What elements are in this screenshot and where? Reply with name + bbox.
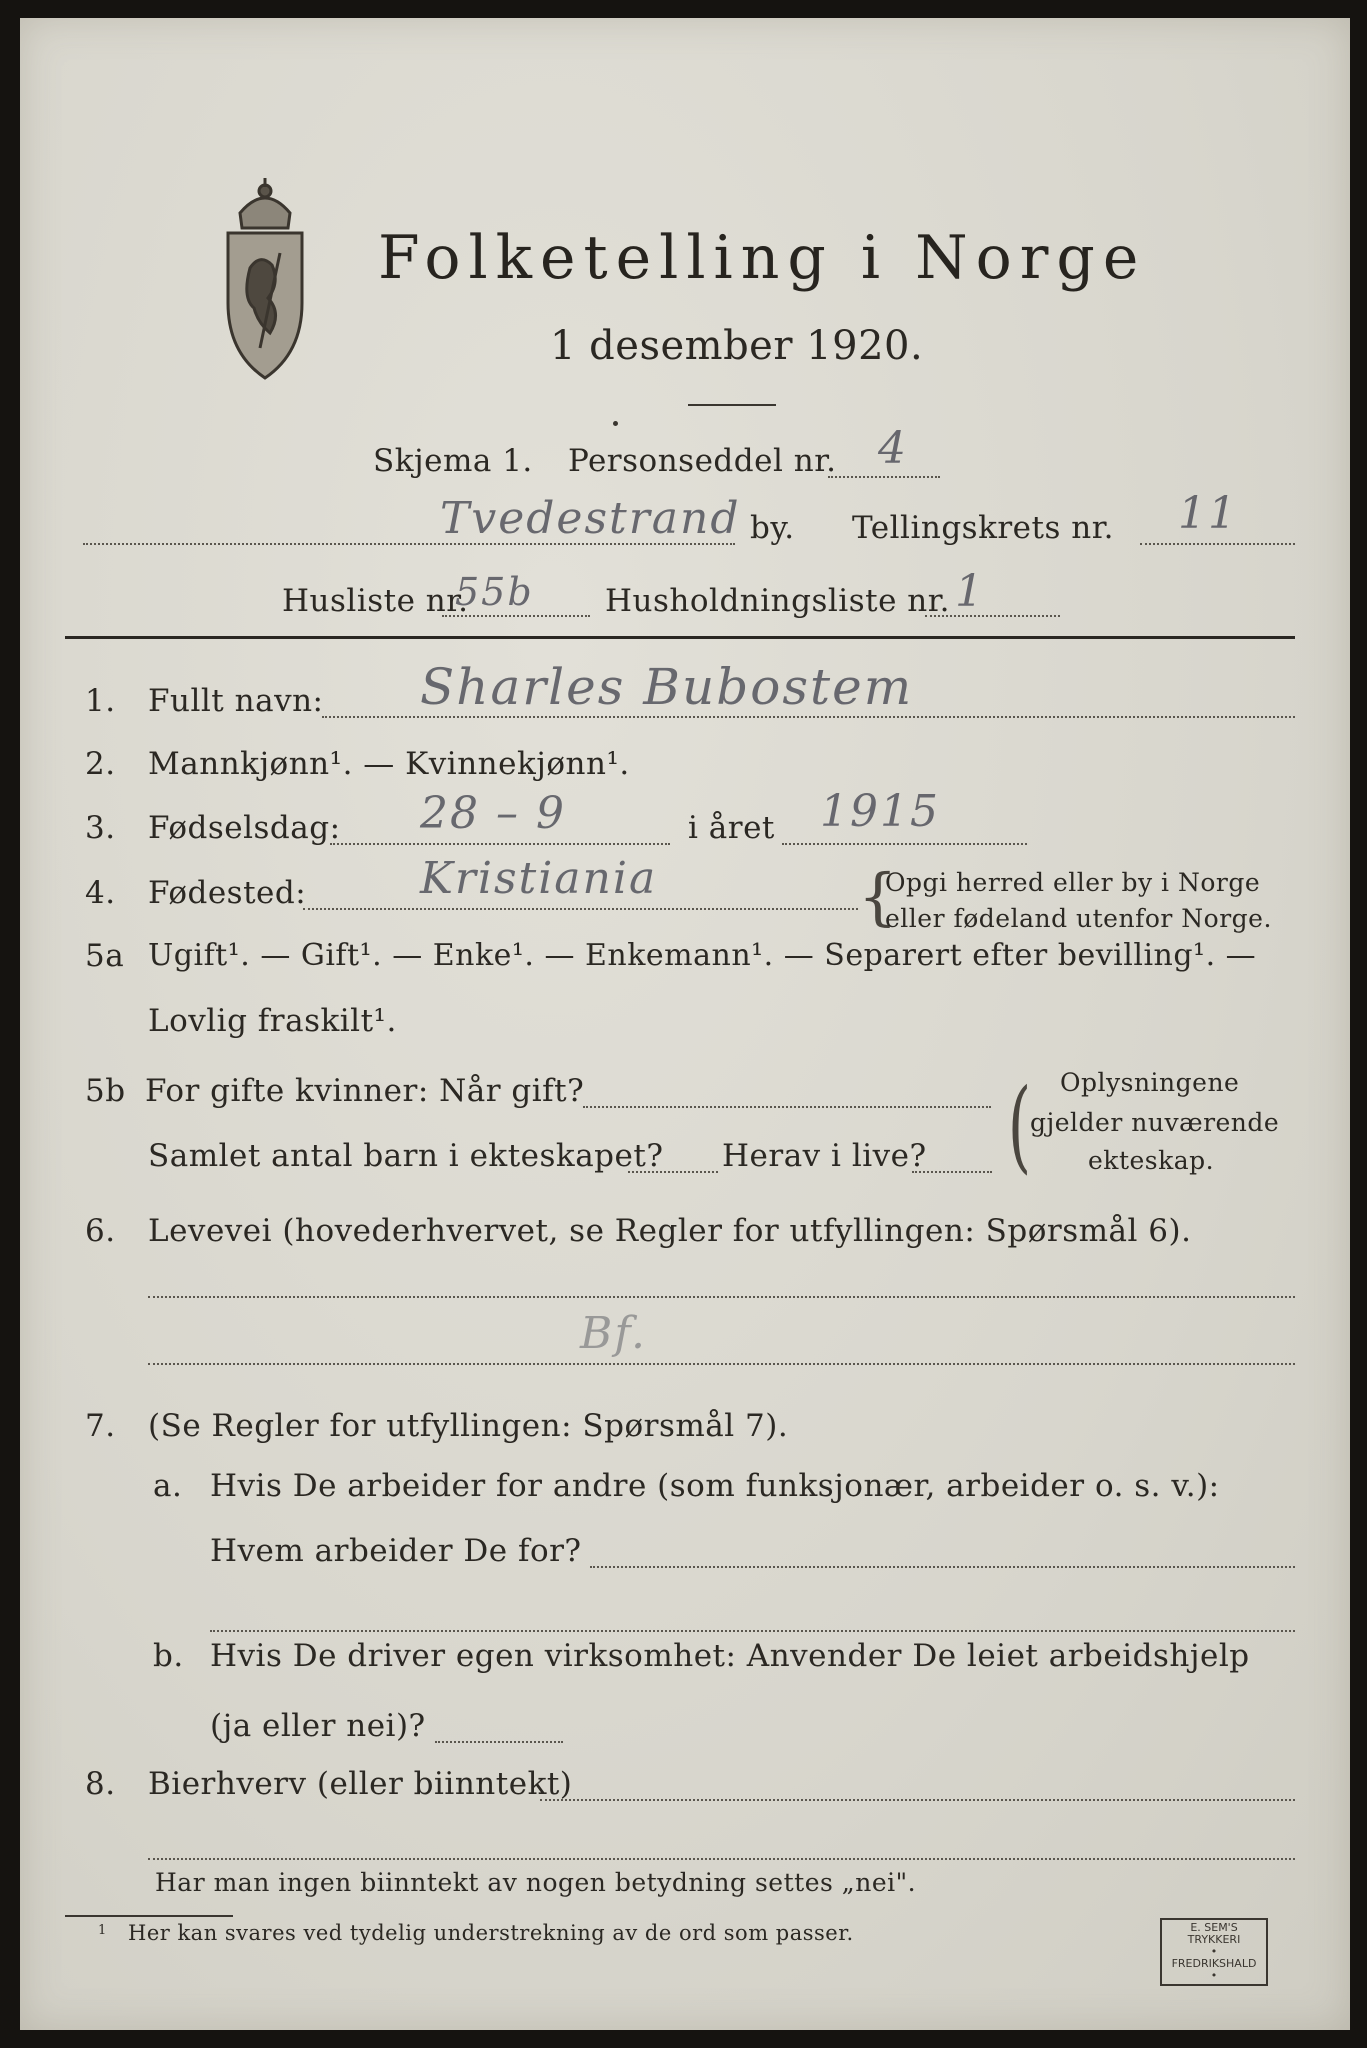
q1-number: 1. bbox=[85, 683, 116, 719]
q3-year-value[interactable]: 1915 bbox=[820, 786, 940, 837]
husholdning-value[interactable]: 1 bbox=[955, 566, 985, 617]
q4-value[interactable]: Kristiania bbox=[420, 853, 658, 904]
q5a-line2: Lovlig fraskilt¹. bbox=[148, 1003, 397, 1039]
city-value[interactable]: Tvedestrand bbox=[440, 493, 741, 544]
personseddel-value[interactable]: 4 bbox=[878, 423, 908, 474]
q5b-alive-label: Herav i live? bbox=[722, 1138, 927, 1174]
husholdning-line bbox=[925, 615, 1060, 617]
q3-line bbox=[330, 843, 670, 845]
q5b-alive-line bbox=[912, 1171, 992, 1173]
q7b-line2: (ja eller nei)? bbox=[210, 1708, 426, 1744]
q6-line1 bbox=[148, 1296, 1295, 1298]
nei-note: Har man ingen biinntekt av nogen betydning settes „nei". bbox=[155, 1868, 917, 1897]
printer-stamp-line2: • FREDRIKSHALD • bbox=[1171, 1945, 1257, 1982]
q5b-note1: Oplysningene bbox=[1060, 1068, 1240, 1097]
q7a-line2: Hvem arbeider De for? bbox=[210, 1533, 582, 1569]
q5b-note3: ekteskap. bbox=[1088, 1146, 1215, 1175]
q7b-line bbox=[435, 1741, 563, 1743]
personseddel-label: Personseddel nr. bbox=[568, 443, 837, 479]
q5b-children-label: Samlet antal barn i ekteskapet? bbox=[148, 1138, 664, 1174]
q8-number: 8. bbox=[85, 1766, 116, 1802]
husliste-label: Husliste nr. bbox=[282, 583, 469, 619]
q7b-line1: Hvis De driver egen virksomhet: Anvender De leiet arbeidshjelp bbox=[210, 1638, 1250, 1674]
q7b-letter: b. bbox=[153, 1638, 184, 1674]
q8-line2 bbox=[148, 1858, 1295, 1860]
q5b-brace: ( bbox=[1007, 1067, 1032, 1184]
q4-number: 4. bbox=[85, 875, 116, 911]
q8-line1 bbox=[540, 1799, 1295, 1801]
husholdning-label: Husholdningsliste nr. bbox=[605, 583, 951, 619]
husliste-line bbox=[442, 615, 590, 617]
coat-of-arms-icon bbox=[210, 173, 320, 388]
q5b-line1: For gifte kvinner: Når gift? bbox=[145, 1073, 585, 1109]
tellingskrets-label: Tellingskrets nr. bbox=[852, 510, 1114, 546]
q7a-line1: Hvis De arbeider for andre (som funksjonær, arbeider o. s. v.): bbox=[210, 1468, 1220, 1504]
footnote-text: Her kan svares ved tydelig understrekning av de ord som passer. bbox=[128, 1921, 854, 1945]
q7a-letter: a. bbox=[153, 1468, 183, 1504]
q4-note-line1: Opgi herred eller by i Norge bbox=[885, 868, 1261, 897]
q4-note-line2: eller fødeland utenfor Norge. bbox=[885, 904, 1272, 933]
husliste-value[interactable]: 55b bbox=[455, 570, 534, 614]
form-title: Folketelling i Norge bbox=[378, 223, 1147, 293]
q8-label: Bierhverv (eller biinntekt) bbox=[148, 1766, 573, 1802]
printer-stamp-line1: E. SEM'S TRYKKERI bbox=[1187, 1921, 1241, 1946]
q1-line bbox=[322, 716, 1295, 718]
footnote-mark: 1 bbox=[98, 1923, 107, 1938]
schema-label: Skjema 1. bbox=[373, 443, 533, 479]
q7a-line bbox=[590, 1566, 1295, 1568]
q6-line2 bbox=[148, 1363, 1295, 1365]
q6-label: Levevei (hovederhvervet, se Regler for utfyllingen: Spørsmål 6). bbox=[148, 1213, 1192, 1249]
q5b-children-line bbox=[628, 1171, 718, 1173]
title-divider bbox=[688, 404, 776, 406]
footnote-rule bbox=[65, 1915, 233, 1917]
q7-number: 7. bbox=[85, 1408, 116, 1444]
q5a-number: 5a bbox=[85, 938, 125, 974]
q3-value[interactable]: 28 – 9 bbox=[420, 788, 566, 839]
q2-label: Mannkjønn¹. — Kvinnekjønn¹. bbox=[148, 746, 630, 782]
q2-number: 2. bbox=[85, 746, 116, 782]
q7-label: (Se Regler for utfyllingen: Spørsmål 7). bbox=[148, 1408, 789, 1444]
q1-value[interactable]: Sharles Bubostem bbox=[420, 658, 914, 716]
tellingskrets-value[interactable]: 11 bbox=[1178, 488, 1238, 539]
q6-number: 6. bbox=[85, 1213, 116, 1249]
census-form-page bbox=[20, 18, 1350, 2030]
q5b-note2: gjelder nuværende bbox=[1030, 1108, 1280, 1137]
q5b-when-line bbox=[583, 1106, 991, 1108]
census-date: 1 desember 1920. bbox=[550, 323, 924, 369]
printer-stamp bbox=[1160, 1918, 1268, 1986]
header-rule bbox=[65, 636, 1295, 639]
q5b-number: 5b bbox=[85, 1073, 126, 1109]
q5a-line1: Ugift¹. — Gift¹. — Enke¹. — Enkemann¹. — Separert efter bevilling¹. — bbox=[148, 938, 1257, 973]
q6-value[interactable]: Bf. bbox=[580, 1308, 648, 1359]
q4-brace: { bbox=[858, 860, 898, 933]
q3-year-label: i året bbox=[688, 810, 775, 846]
q3-year-line bbox=[782, 843, 1027, 845]
tellingskrets-line bbox=[1140, 543, 1295, 545]
personseddel-line bbox=[828, 476, 940, 478]
by-label: by. bbox=[750, 510, 795, 546]
dot-mark bbox=[613, 421, 618, 426]
q7a-line2-blank bbox=[210, 1630, 1295, 1632]
q3-number: 3. bbox=[85, 810, 116, 846]
q3-label: Fødselsdag: bbox=[148, 810, 341, 846]
q4-line bbox=[303, 908, 858, 910]
q1-label: Fullt navn: bbox=[148, 683, 324, 719]
q4-label: Fødested: bbox=[148, 875, 307, 911]
